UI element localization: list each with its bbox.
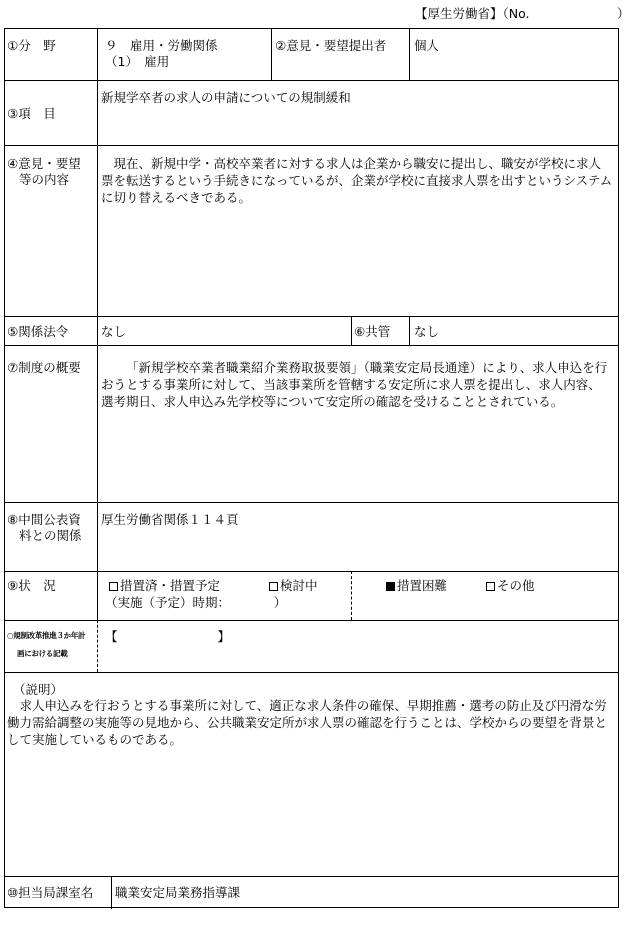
status-option-under-review[interactable]: 検討中 [269, 577, 318, 594]
system-label: ⑦制度の概要 [7, 360, 81, 375]
cell-divider [409, 29, 410, 80]
cell-divider [271, 29, 272, 80]
cell-divider [111, 876, 112, 909]
submitter-value: 個人 [414, 38, 440, 53]
row-divider [5, 876, 618, 877]
field-value-line2: （1） 雇用 [105, 54, 170, 69]
ministry-header: 【厚生労働省】（No. ） [415, 6, 630, 21]
status-option-other[interactable]: その他 [486, 577, 535, 594]
field-value-line1: ９ 雇用・労働関係 [105, 38, 218, 53]
request-label-line1: ④意見・要望 [7, 156, 81, 171]
row-divider [5, 672, 618, 673]
cell-divider [409, 316, 410, 345]
interim-value: 厚生労働省関係１１４頁 [101, 512, 239, 527]
checkbox-empty-icon [109, 582, 118, 591]
request-value: 現在、新規中学・高校卒業者に対する求人は企業から職安に提出し、職安が学校に求人票を転送するという手続きになっているが、企業が学校に直接求人票を出すというシステムに切り替えるべきである。 [101, 156, 613, 205]
request-label-line2: 等の内容 [19, 172, 70, 187]
status-option-implemented-period: （実施（予定）時期： ） [105, 595, 287, 610]
status-option-implemented[interactable]: 措置済・措置予定 [109, 577, 220, 594]
joint-value: なし [414, 324, 440, 339]
office-value: 職業安定局業務指導課 [115, 885, 241, 900]
plan-label-line1: ○規制改革推進３か年計 [7, 631, 86, 640]
cell-divider [351, 316, 352, 345]
status-label: ⑨状 況 [7, 578, 56, 593]
item-value: 新規学卒者の求人の申請についての規制緩和 [101, 90, 351, 105]
checkbox-empty-icon [486, 582, 495, 591]
interim-label-line2: 料との関係 [19, 528, 82, 543]
request-form [4, 28, 619, 908]
checkbox-checked-icon [386, 582, 395, 591]
status-divider [351, 571, 352, 620]
item-label: ③項 目 [7, 106, 56, 121]
explanation-body: 求人申込みを行おうとする事業所に対して、適正な求人条件の確保、早期推薦・選考の防止及び円滑な労働力需給調整の実施等の見地から、公共職業安定所が求人票の確認を行うことは、学校からの要望を背景として実施しているものである。 [7, 698, 608, 747]
interim-label-line1: ⑧中間公表資 [7, 512, 81, 527]
laws-value: なし [101, 324, 127, 339]
field-label: ①分 野 [7, 38, 56, 53]
plan-value: 【 】 [105, 629, 231, 644]
system-value: 「新規学校卒業者職業紹介業務取扱要領」（職業安定局長通達）により、求人申込を行おうとする事業所に対して、当該事業所を管轄する安定所に求人票を提出し、求人内容、選考期日、求人申込み先学校等について安定所の確認を受けることとされている。 [101, 360, 608, 409]
explanation-heading: （説明） [13, 682, 64, 697]
checkbox-empty-icon [269, 582, 278, 591]
status-option-difficult[interactable]: 措置困難 [386, 577, 447, 594]
label-column-divider [97, 29, 98, 620]
label-column-divider [97, 620, 98, 672]
office-label: ⑩担当局課室名 [7, 885, 94, 900]
plan-label-line2: 画における記載 [17, 649, 68, 658]
submitter-label: ②意見・要望提出者 [275, 38, 387, 53]
laws-label: ⑤関係法令 [7, 324, 69, 339]
joint-label: ⑥共管 [354, 324, 391, 339]
